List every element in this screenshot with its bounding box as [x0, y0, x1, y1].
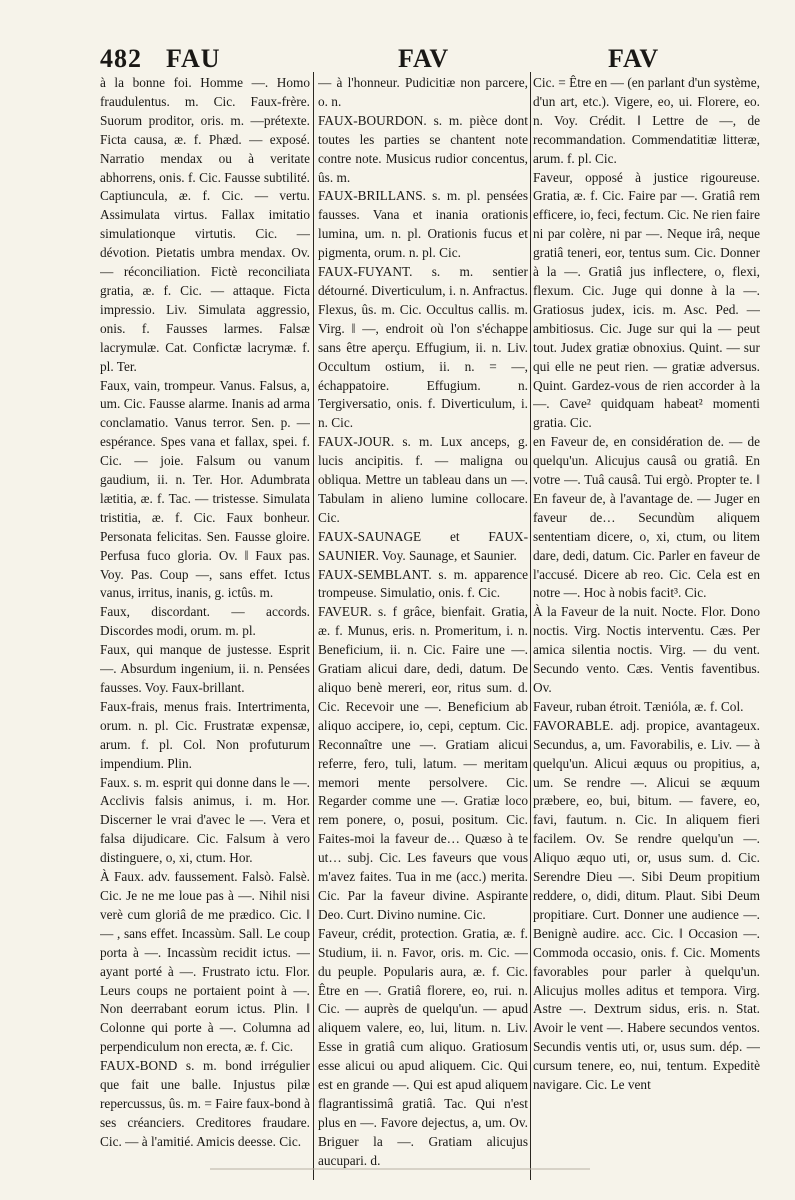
entry-paragraph: FAUX-BOURDON. s. m. pièce dont toutes les parties se chantent note contre note. Musicus rudior concentus, ûs. m. — [318, 112, 528, 185]
entry-paragraph: Faveur, ruban étroit. Tænióla, æ. f. Col. — [533, 698, 744, 714]
entry-paragraph: Faux, discordant. — accords. Discordes modi, orum. m. pl. — [100, 604, 310, 639]
entry-paragraph: Faveur, crédit, protection. Gratia, æ. f. Studium, ii. n. Favor, oris. m. Cic. — du peuple. Popularis aura, æ. f. Cic. Être en —. Gratiâ florere, eo, rui. n. Cic. — auprès de quelqu'un. — apud aliquem valere, eo, lui, litum. n. Liv. Esse in gratiâ cum aliquo. Gratiosum esse alicui ou apud aliquem. Cic. Qui est en grande —. Qui est apud aliquem flagrantissimâ gratiâ. Tac. Qui n'est plus en —. Favore dejectus, a, um. Ov. Briguer la —. Gratiam alicujus aucupari. d. — [318, 925, 528, 1168]
entry-paragraph: À Faux. adv. faussement. Falsò. Falsè. Cic. Je ne me loue pas à —. Nihil nisi verè cum gloriâ de me prædico. Cic. ‖ — , sans effet. Incassùm. Sall. Le coup porta à —. Incassùm recidit ictus. — ayant porté à —. Frustrato ictu. Flor. Leurs coups ne portaient point à —. Non deerrabant eorum ictus. Plin. ‖ Colonne qui porte à —. Columna ad perpendiculum non erecta, æ. f. Cic. — [100, 869, 310, 1055]
entry-paragraph: FAVORABLE. adj. propice, avantageux. Secundus, a, um. Favorabilis, e. Liv. — à quelqu'un. Alicui æquus ou propitius, a, um. Se rendre —. Alicui se æquum præbere, eo, bui, bitum. — favere, eo, favi, fautum. n. Cic. In aliquem fieri facilem. Ov. Se rendre quelqu'un —. Aliquo æquo uti, or, usus sum. d. Cic. Serendre Dieu —. Sibi Deum propitium reddere, o, didi, ditum. Plaut. Sibi Deum propitiare. Curt. Donner une audience —. Benignè audire. acc. Cic. ‖ Occasion —. Commoda occasio, onis. f. Cic. Moments favorables pour parler à quelqu'un. Alicujus molles aditus et tempora. Virg. Astre —. Dextrum sidus, eris. n. Stat. Avoir le vent —. Habere secundos ventos. Secundis ventis uti, or, usus sum. dép. — cursum tenere, eo, nui, tentum. Expeditè navigare. Cic. Le vent — [533, 717, 760, 1093]
header-center-word: FAV — [398, 44, 450, 73]
entry-paragraph: Faux-frais, menus frais. Intertrimenta, orum. n. pl. Cic. Frustratæ expensæ, arum. f. pl. Col. Non profuturum impendium. Plin. — [100, 698, 310, 771]
entry-paragraph: FAUX-BRILLANS. s. m. pl. pensées fausses. Vana et inania orationis lumina, um. n. pl. Orationis fucus et pigmenta, orum. n. pl. Cic. — [318, 188, 528, 261]
entry-paragraph: Faux. s. m. esprit qui donne dans le —. Acclivis falsis animus, i. m. Hor. Discerner le vrai d'avec le —. Vera et falsa dijudicare. Cic. Falsum à vero distinguere, o, xi, ctum. Hor. — [100, 774, 310, 866]
column-right — [533, 74, 760, 1186]
entry-paragraph: à la bonne foi. Homme —. Homo fraudulentus. m. Cic. Faux-frère. Suorum proditor, oris. m. —prétexte. Ficta causa, æ. f. Phæd. — exposé. Narratio mendax ou à veritate abhorrens, onis. f. Cic. Fausse subtilité. Captiuncula, æ. f. Cic. — vertu. Assimulata virtus. Fallax imitatio simulationque virtutis. Cic. — dévotion. Pietatis umbra mendax. Ov. — réconciliation. Fictè reconciliata gratia, æ. f. Cic. — attaque. Ficta impressio. Liv. Simulata aggressio, onis. f. Fausses larmes. Falsæ lacrymulæ. Cat. Confictæ lacrymæ. f. pl. Ter. — [100, 75, 310, 374]
entry-paragraph: FAUX-BOND s. m. bond irrégulier que fait une balle. Injustus pilæ repercussus, ûs. m. = Faire faux-bond à ses créanciers. Creditores fraudare. Cic. — à l'amitié. Amicis deesse. Cic. — [100, 1058, 310, 1149]
column-divider — [530, 72, 531, 1180]
entry-paragraph: À la Faveur de la nuit. Nocte. Flor. Dono noctis. Virg. Noctis interventu. Cæs. Per amica silentia noctis. Virg. — du vent. Secundo vento. Cæs. Ventis faventibus. Ov. — [533, 604, 760, 695]
header-right-word: FAV — [608, 44, 660, 73]
column-left — [100, 74, 310, 1186]
column-middle — [318, 74, 528, 1186]
entry-paragraph: Faux, qui manque de justesse. Esprit —. Absurdum ingenium, ii. n. Pensées fausses. Voy. Faux-brillant. — [100, 642, 310, 695]
entry-paragraph: — à l'honneur. Pudicitiæ non parcere, o. n. — [318, 75, 528, 109]
entry-paragraph: FAVEUR. s. f grâce, bienfait. Gratia, æ. f. Munus, eris. n. Promeritum, i. n. Beneficium, ii. n. Cic. Faire une —. Gratiam alicui dare, dedi, datum. De aliquo benè mereri, eor, ritus sum. d. Cic. Recevoir une —. Beneficium ab aliquo accipere, io, cepi, ceptum. Cic. Reconnaître une —. Gratiam alicui referre, fero, tuli, latum. — meritam memori mente persolvere. Cic. Regarder comme une —. Gratiæ loco rem ponere, o, posui, positum. Cic. Faites-moi la faveur de… Quæso à te ut… subj. Cic. Les faveurs que vous m'avez faites. Tua in me (acc.) merita. Cic. Par la faveur divine. Aspirante Deo. Curt. Divino numine. Cic. — [318, 604, 528, 922]
running-header — [0, 44, 795, 78]
column-divider — [313, 72, 314, 1180]
entry-paragraph: FAUX-SAUNAGE et FAUX-SAUNIER. Voy. Saunage, et Saunier. — [318, 528, 528, 563]
entry-paragraph: en Faveur de, en considération de. — de quelqu'un. Alicujus causâ ou gratiâ. En votre —. Tuâ causâ. Tui ergò. Propter te. ‖ En faveur de, à l'avantage de. — Juger en faveur de… Secundùm aliquem sententiam dicere, o, xi, ctum, ou litem dare, dedi, datum. Cic. Parler en faveur de l'accusé. Dicere ab reo. Cic. Cela est en notre —. Hoc à nobis facit³. Cic. — [533, 434, 760, 601]
entry-paragraph: Faveur, opposé à justice rigoureuse. Gratia, æ. f. Cic. Faire par —. Gratiâ rem efficere, io, feci, fectum. Cic. Ne rien faire ni par colère, ni par —. Neque irâ, neque gratiâ teneri, eor, tentus sum. Cic. Donner à la —. Gratiâ jus inflectere, o, flexi, flexum. Cic. Juge qui donne à la —. Gratiosus judex, icis. m. Asc. Ped. — ambitiosus. Cic. Juge sur qui la — peut tout. Judex gratiæ obnoxius. Quint. — sur qui elle ne peut rien. — gratiæ adversus. Quint. Gardez-vous de rien accorder à la —. Cave² quidquam habeat² momenti gratia. Cic. — [533, 169, 760, 431]
entry-paragraph: Cic. = Être en — (en parlant d'un système, d'un art, etc.). Vigere, eo, ui. Florere, eo. n. Voy. Crédit. ‖ Lettre de —, de recommandation. Commendatitiæ litteræ, arum. f. pl. Cic. — [533, 75, 760, 166]
page-number: 482 — [100, 44, 142, 73]
entry-paragraph: FAUX-JOUR. s. m. Lux anceps, g. lucis ancipitis. f. — maligna ou obliqua. Mettre un tableau dans un —. Tabulam in alieno lumine collocare. Cic. — [318, 434, 528, 525]
entry-paragraph: FAUX-FUYANT. s. m. sentier détourné. Diverticulum, i. n. Anfractus. Flexus, ûs. m. Cic. Occultus callis. m. Virg. ‖ —, endroit où l'on s'échappe sans être aperçu. Effugium, ii. n. Liv. Occultum ostium, ii. n. = —, échappatoire. Effugium. n. Tergiversatio, onis. f. Diverticulum, i. n. Cic. — [318, 264, 528, 431]
header-left-word: FAU — [166, 44, 221, 73]
entry-paragraph: FAUX-SEMBLANT. s. m. apparence trompeuse. Simulatio, onis. f. Cic. — [318, 566, 528, 601]
page-edge-mark — [210, 1168, 590, 1170]
entry-paragraph: Faux, vain, trompeur. Vanus. Falsus, a, um. Cic. Fausse alarme. Inanis ad arma conclamatio. Vanus terror. Sen. p. — espérance. Spes vana et fallax, spei. f. Cic. — joie. Falsum ou vanum gaudium, ii. n. Ter. Hor. Adumbrata lætitia, æ. f. Tac. — tristesse. Simulata tristitia, æ. f. Cic. Faux bonheur. Personata felicitas. Sen. Fausse gloire. Perfusa fuco gloria. Ov. ‖ Faux pas. Voy. Pas. Coup —, sans effet. Ictus vanus, irritus, inanis, g. ictûs. m. — [100, 377, 310, 601]
